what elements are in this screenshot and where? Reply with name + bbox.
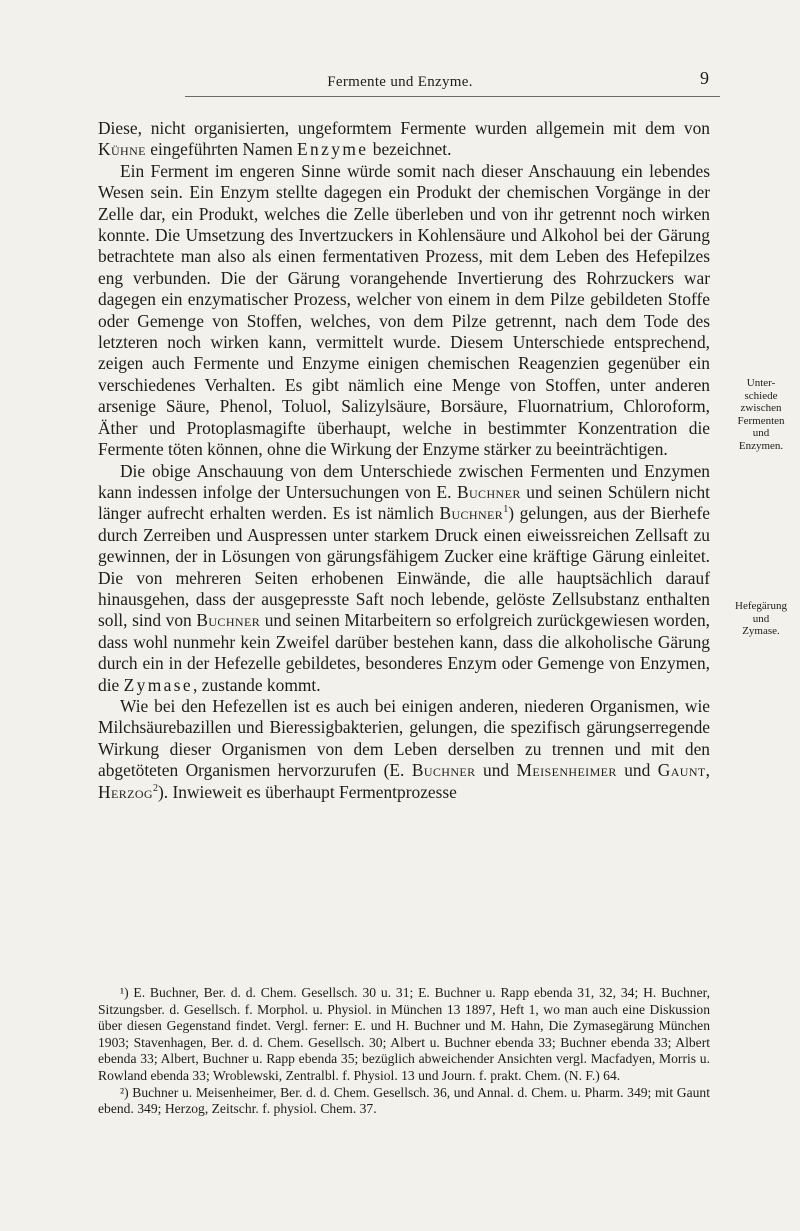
margin-note-line: zwischen (740, 402, 782, 414)
text-run: Die obige Anschauung von dem Unterschiede zwischen Fermenten und Enzymen kann indessen infolge der Untersuchungen von E. (98, 460, 710, 502)
footnote-1: ¹) E. Buchner, Ber. d. d. Chem. Gesellsch. 30 u. 31; E. Buchner u. Rapp ebenda 31, 32, 34; H. Buchner, Sitzungsber. d. Gesellsch. f. Morphol. u. Physiol. in München 13 1897, Heft 1, wo man auch eine Diskussion über diesen Gegenstand findet. Vergl. ferner: E. und H. Buchner und M. Hahn, Die Zymasegärung München 1903; Stavenhagen, Ber. d. d. Chem. Gesellsch. 30; Albert u. Buchner ebenda 33; Buchner ebenda 33; Albert ebenda 33; Albert, Buchner u. Rapp ebenda 35; bezüglich abweichender Ansichten vergl. Macfadyen, Morris u. Rowland ebenda 33; Wroblewski, Zentralbl. f. Physiol. 13 und Journ. f. prakt. Chem. (N. F.) 64. (98, 985, 710, 1083)
margin-note-line: Hefegärung (735, 600, 787, 612)
text-run: ). Inwieweit es überhaupt Fermentprozesse (157, 781, 457, 802)
text-run: Wie bei den Hefezellen ist es auch bei einigen anderen, niederen Organismen, wie Milchsäurebazillen und Bieressigbakterien, gelungen, die spezifisch gärungserregende Wirkung dieser Organismen von dem Leben derselben zu trennen und mit den abgetöteten Organismen hervorzurufen (E. (98, 695, 710, 781)
footnote-ref-1[interactable]: 1 (503, 504, 509, 516)
main-text (98, 118, 710, 803)
spaced-term: Enzyme (297, 139, 369, 160)
paragraph-3 (98, 461, 710, 696)
author-name: Buchner (439, 503, 504, 524)
margin-note-line: und (752, 612, 770, 625)
text-run: und (475, 760, 517, 781)
text-run: , zustande kommt. (193, 674, 321, 695)
spaced-term: Zymase (123, 674, 194, 695)
author-name: Meisenheimer (516, 760, 617, 781)
author-name: Kühne (98, 139, 146, 160)
margin-note-line: Fermenten (737, 414, 785, 427)
margin-note-unterschiede (722, 377, 800, 452)
footnotes (98, 985, 710, 1118)
margin-note-line: Enzymen. (738, 439, 784, 452)
author-name: Buchner (196, 610, 261, 631)
author-name: Gaunt (657, 760, 706, 781)
footnote-2: ²) Buchner u. Meisenheimer, Ber. d. d. Chem. Gesellsch. 36, und Annal. d. Chem. u. Pharm. 349; mit Gaunt ebend. 349; Herzog, Zeitschr. f. physiol. Chem. 37. (98, 1084, 710, 1117)
paragraph-2: Ein Ferment im engeren Sinne würde somit nach dieser Anschauung ein lebendes Wesen sein. Ein Enzym stellte dagegen ein Produkt der chemischen Vorgänge in der Zelle dar, ein Produkt, welches die Zelle überleben und von ihr getrennt noch wirken konnte. Die Umsetzung des Invertzuckers in Kohlensäure und Alkohol bei der Gärung betrachtete man also als einen fermentativen Prozess, mit dem Leben des Hefepilzes eng verbunden. Die der Gärung vorangehende Invertierung des Rohrzuckers war dagegen ein enzymatischer Prozess, welcher von einem in dem Pilze gebildeten Stoffe oder Gemenge von Stoffen, welches, von dem Pilze getrennt, nach dem Tode des letzteren noch wirken kann, vermittelt wurde. Diesem Unterschiede entsprechend, zeigen auch Fermente und Enzyme einigen chemischen Reagenzien gegenüber ein verschiedenes Verhalten. Es gibt nämlich eine Menge von Stoffen, unter anderen arsenige Säure, Phenol, Toluol, Salizylsäure, Borsäure, Fluornatrium, Chloroform, Äther und Protoplasmagifte überhaupt, welche in bestimmter Konzentration die Fermente töten können, ohne die Wirkung der Enzyme stärker zu beeinträchtigen. (98, 160, 710, 460)
paragraph-4 (98, 696, 710, 803)
text-run: , (705, 760, 710, 781)
running-head-title: Fermente und Enzyme. (327, 74, 473, 90)
text-run: ) gelungen, aus der Bierhefe durch Zerreiben und Auspressen unter starkem Druck einen eiweissreichen Zellsaft zu gewinnen, der in Lösungen von gärungsfähigem Zucker eine kräftige Gärung einleitet. Die von mehreren Seiten erhobenen Einwände, die alle hauptsächlich darauf hinausgehen, dass der ausgepresste Saft noch lebende, gelöste Zellsubstanz enthalten soll, sind von (98, 503, 711, 631)
running-head (0, 68, 800, 96)
margin-note-line: und (752, 427, 770, 439)
margin-note-line: schiede (744, 389, 778, 402)
author-name: Buchner (411, 760, 476, 781)
text-run: und seinen Mitarbeitern so erfolgreich zurückgewiesen worden, dass wohl nunmehr kein Zweifel darüber bestehen kann, dass die alkoholische Gärung durch ein in der Hefezelle gebildetes, besonderes Enzym oder Gemenge von Enzymen, die (98, 610, 711, 695)
paragraph-1 (98, 118, 710, 161)
text-run: eingeführten Namen (145, 139, 298, 160)
author-name: Herzog (98, 781, 153, 802)
text-run: Diese, nicht organisierten, ungeformtem Fermente wurden allgemein mit dem von (98, 118, 710, 138)
footnote-ref-2[interactable]: 2 (152, 782, 158, 794)
margin-note-line: Zymase. (742, 625, 780, 637)
text-run: und seinen Schülern nicht länger aufrecht erhalten werden. Es ist nämlich (98, 481, 711, 524)
text-run: und (616, 760, 658, 781)
margin-note-line: Unter- (746, 377, 776, 389)
text-run: bezeichnet. (368, 139, 452, 160)
header-rule (185, 96, 720, 97)
margin-note-hefegaerung (722, 600, 800, 638)
author-name: Buchner (456, 481, 521, 502)
page-number: 9 (700, 68, 709, 88)
